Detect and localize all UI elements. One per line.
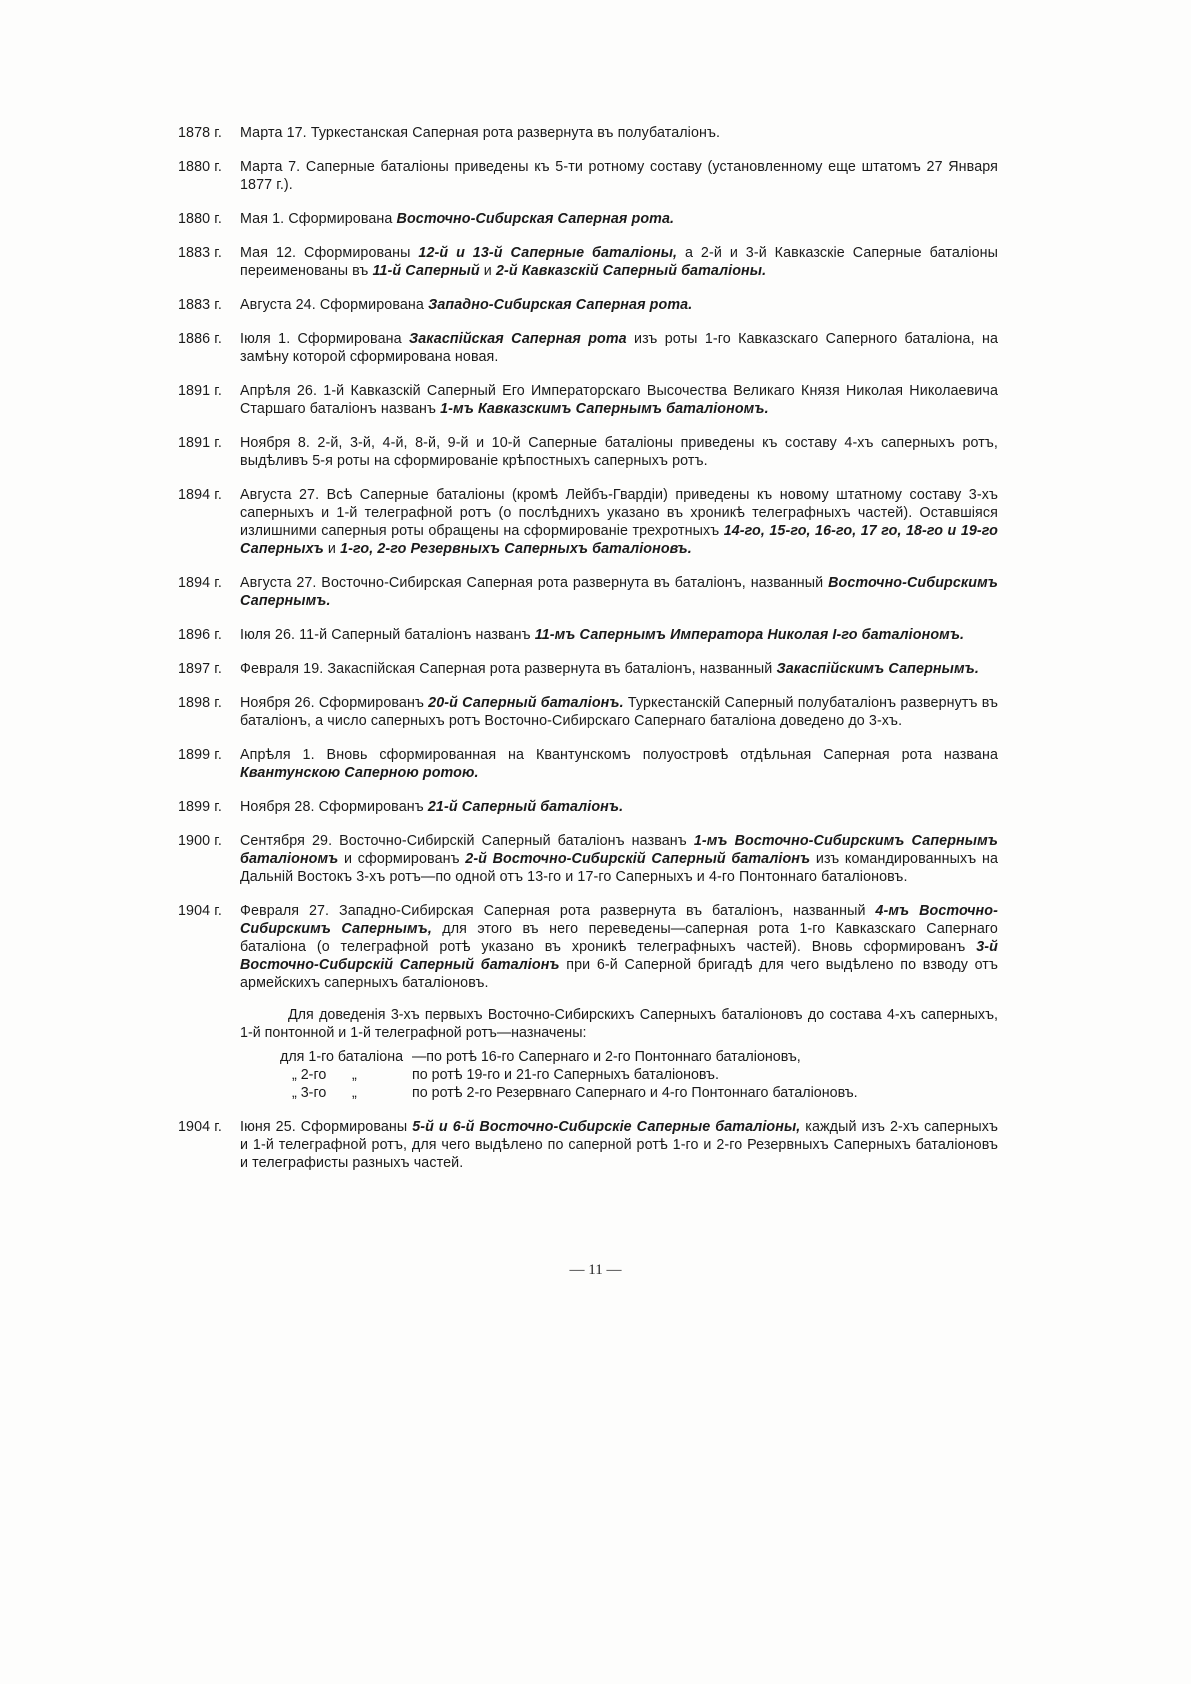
- entry-text: [240, 902, 998, 992]
- entry-text-segment: а 2-й и 3-й Кавказскіе Саперные баталіоны переименованы въ: [240, 245, 999, 279]
- chronicle-entry: [178, 694, 998, 730]
- chronicle-entry: [178, 574, 998, 610]
- chronicle-entry: [178, 660, 998, 678]
- unit-name-emphasis: 21-й Саперный баталіонъ.: [427, 799, 624, 815]
- entry-text: [240, 694, 998, 730]
- unit-name-emphasis: Восточно-Сибирскимъ Сапернымъ.: [240, 575, 998, 609]
- allocation-row: [240, 1084, 998, 1102]
- entry-text-segment: при 6-й Саперной бригадѣ для чего выдѣлено по взводу отъ армейскихъ саперныхъ баталіоновъ.: [240, 957, 998, 991]
- allocation-text: по ротѣ 2-го Резервнаго Сапернаго и 4-го Понтоннаго баталіоновъ.: [412, 1085, 858, 1101]
- unit-name-emphasis: 4-мъ Восточно-Сибирскимъ Сапернымъ,: [240, 903, 998, 937]
- unit-name-emphasis: 3-й Восточно-Сибирскій Саперный баталіонъ: [240, 939, 998, 973]
- entry-text: [240, 330, 998, 366]
- unit-name-emphasis: 2-й Кавказскій Саперный баталіоны.: [495, 263, 767, 279]
- entry-text: [240, 158, 998, 194]
- entry-text: [240, 626, 998, 644]
- entry-text-segment: и сформированъ: [338, 851, 466, 867]
- entry-text-segment: Туркестанскій Саперный полубаталіонъ развернутъ въ баталіонъ, а число саперныхъ ротъ Восточно-Сибирскаго Сапернаго баталіона доведено до 3-хъ.: [240, 695, 998, 729]
- unit-name-emphasis: 14-го, 15-го, 16-го, 17 го, 18-го и 19-го Саперныхъ: [240, 523, 998, 557]
- entry-text-segment: Февраля 19. Закаспійская Саперная рота развернута въ баталіонъ, названный: [240, 661, 777, 677]
- allocation-row: [240, 1066, 998, 1084]
- entry-text-segment: Апрѣля 26. 1-й Кавказскій Саперный Его Императорскаго Высочества Великаго Князя Николая Николаевича Старшаго баталіонъ названъ: [240, 383, 998, 417]
- entry-year: 1896 г.: [178, 627, 222, 643]
- entry-text: [240, 382, 998, 418]
- entry-text: [240, 296, 998, 314]
- allocation-text: по ротѣ 19-го и 21-го Саперныхъ баталіоновъ.: [412, 1067, 719, 1083]
- entry-text-segment: Мая 1. Сформирована: [240, 211, 397, 227]
- entry-year: 1898 г.: [178, 695, 222, 711]
- entry-year: 1883 г.: [178, 297, 222, 313]
- unit-name-emphasis: 5-й и 6-й Восточно-Сибирскіе Саперные баталіоны,: [412, 1119, 801, 1135]
- unit-name-emphasis: Восточно-Сибирская Саперная рота.: [396, 211, 675, 227]
- entry-text: [240, 660, 998, 678]
- entry-text-segment: Марта 17. Туркестанская Саперная рота развернута въ полубаталіонъ.: [240, 125, 721, 141]
- entry-text-segment: и: [323, 541, 341, 557]
- reinforcement-note: [240, 1006, 998, 1102]
- entry-text-segment: Ноября 26. Сформированъ: [240, 695, 429, 711]
- entry-text-segment: Ноября 8. 2-й, 3-й, 4-й, 8-й, 9-й и 10-й Саперные баталіоны приведены къ составу 4-хъ саперныхъ ротъ, выдѣливъ 5-я роты на сформированіе крѣпостныхъ саперныхъ ротъ.: [240, 435, 998, 469]
- entry-text-segment: Мая 12. Сформированы: [240, 245, 419, 261]
- chronicle-entry: [178, 746, 998, 782]
- entry-year: 1880 г.: [178, 211, 222, 227]
- entry-text-segment: Августа 27. Восточно-Сибирская Саперная рота развернута въ баталіонъ, названный: [240, 575, 829, 591]
- chronicle-entry: [178, 902, 998, 992]
- entry-year: 1899 г.: [178, 799, 222, 815]
- entry-text-segment: изъ роты 1-го Кавказскаго Саперного баталіона, на замѣну которой сформирована новая.: [240, 331, 998, 365]
- entry-text-segment: изъ командированныхъ на Дальній Востокъ 3-хъ ротъ—по одной отъ 13-го и 17-го Саперныхъ и 4-го Понтоннаго баталіоновъ.: [240, 851, 998, 885]
- entry-text-segment: и: [479, 263, 496, 279]
- note-intro: Для доведенія 3-хъ первыхъ Восточно-Сибирскихъ Саперныхъ баталіоновъ до состава 4-хъ саперныхъ, 1-й понтонной и 1-й телеграфной ротъ—назначены:: [240, 1007, 998, 1041]
- entry-year: 1904 г.: [178, 1119, 222, 1135]
- entry-text-segment: Августа 27. Всѣ Саперные баталіоны (кромѣ Лейбъ-Гвардіи) приведены къ новому штатному составу 3-хъ саперныхъ и 1-й телеграфной ротъ (о послѣднихъ указано въ хроникѣ телеграфныхъ частей). Оставшіяся излишними саперныя роты обращены на сформированіе трехротныхъ: [240, 487, 998, 539]
- entry-year: 1900 г.: [178, 833, 222, 849]
- chronicle-entry: [178, 382, 998, 418]
- entry-year: 1894 г.: [178, 487, 222, 503]
- allocation-battalion: для 1-го баталіона: [280, 1049, 404, 1065]
- chronicle-entries: [178, 124, 998, 1188]
- entry-text-segment: Ноября 28. Сформированъ: [240, 799, 428, 815]
- chronicle-entry: [178, 244, 998, 280]
- unit-name-emphasis: Закаспійскимъ Сапернымъ.: [776, 661, 979, 677]
- entry-text-segment: Іюля 1. Сформирована: [240, 331, 409, 347]
- chronicle-entry: [178, 296, 998, 314]
- unit-name-emphasis: 12-й и 13-й Саперные баталіоны,: [418, 245, 678, 261]
- allocation-row: [240, 1048, 998, 1066]
- chronicle-entry: [178, 1118, 998, 1172]
- allocation-list: [240, 1048, 998, 1102]
- chronicle-entry: [178, 158, 998, 194]
- chronicle-entry: [178, 434, 998, 470]
- entry-text-segment: Марта 7. Саперные баталіоны приведены къ 5-ти ротному составу (установленному еще штатомъ 27 Января 1877 г.).: [240, 159, 998, 193]
- ditto-mark: „: [352, 1067, 357, 1083]
- entry-year: 1891 г.: [178, 383, 222, 399]
- page-number: — 11 —: [569, 1262, 622, 1278]
- ditto-mark: „: [352, 1085, 357, 1101]
- unit-name-emphasis: 2-й Восточно-Сибирскій Саперный баталіонъ: [465, 851, 811, 867]
- entry-text: [240, 244, 998, 280]
- allocation-battalion: „ 2-го: [292, 1067, 327, 1083]
- entry-year: 1899 г.: [178, 747, 222, 763]
- allocation-text: —по ротѣ 16-го Сапернаго и 2-го Понтоннаго баталіоновъ,: [412, 1049, 801, 1065]
- entry-text-segment: Августа 24. Сформирована: [240, 297, 429, 313]
- entry-text: [240, 210, 998, 228]
- chronicle-entry: [178, 626, 998, 644]
- entry-text-segment: каждый изъ 2-хъ саперныхъ и 1-й телеграфной ротъ, для чего выдѣлено по саперной ротѣ 1-го и 2-го Резервныхъ Саперныхъ баталіоновъ и телеграфисты разныхъ частей.: [240, 1119, 998, 1171]
- unit-name-emphasis: 11-й Саперный: [372, 263, 480, 279]
- entry-text: [240, 486, 998, 558]
- entry-text: [240, 746, 998, 782]
- chronicle-entry: [178, 798, 998, 816]
- entry-text: [240, 798, 998, 816]
- entry-text: [240, 832, 998, 886]
- chronicle-entry: [178, 124, 998, 142]
- entry-text-segment: для этого въ него переведены—саперная рота 1-го Кавказскаго Сапернаго баталіона (о телеграфной ротѣ указано въ хроникѣ телеграфныхъ частей). Вновь сформированъ: [240, 921, 998, 955]
- chronicle-entry: [178, 330, 998, 366]
- entry-text-segment: Февраля 27. Западно-Сибирская Саперная рота развернута въ баталіонъ, названный: [240, 903, 876, 919]
- unit-name-emphasis: Квантунскою Саперною ротою.: [240, 765, 479, 781]
- unit-name-emphasis: 1-мъ Кавказскимъ Сапернымъ баталіономъ.: [440, 401, 769, 417]
- entry-text: [240, 124, 998, 142]
- chronicle-entry: [178, 832, 998, 886]
- unit-name-emphasis: 20-й Саперный баталіонъ.: [428, 695, 624, 711]
- entry-text-segment: Іюня 25. Сформированы: [240, 1119, 413, 1135]
- entry-year: 1904 г.: [178, 903, 222, 919]
- entry-text: [240, 574, 998, 610]
- entry-year: 1894 г.: [178, 575, 222, 591]
- unit-name-emphasis: 1-го, 2-го Резервныхъ Саперныхъ баталіоновъ.: [340, 541, 692, 557]
- entry-year: 1880 г.: [178, 159, 222, 175]
- chronicle-entry: [178, 486, 998, 558]
- unit-name-emphasis: Закаспійская Саперная рота: [408, 331, 627, 347]
- entry-text: [240, 1118, 998, 1172]
- allocation-battalion: „ 3-го: [292, 1085, 327, 1101]
- entry-year: 1891 г.: [178, 435, 222, 451]
- entry-year: 1883 г.: [178, 245, 222, 261]
- unit-name-emphasis: Западно-Сибирская Саперная рота.: [428, 297, 693, 313]
- unit-name-emphasis: 1-мъ Восточно-Сибирскимъ Сапернымъ баталіономъ: [240, 833, 998, 867]
- entry-text-segment: Апрѣля 1. Вновь сформированная на Квантунскомъ полуостровѣ отдѣльная Саперная рота названа: [240, 747, 998, 763]
- chronicle-entry: [178, 210, 998, 228]
- entry-year: 1878 г.: [178, 125, 222, 141]
- entry-year: 1897 г.: [178, 661, 222, 677]
- entry-text-segment: Сентября 29. Восточно-Сибирскій Саперный баталіонъ названъ: [240, 833, 694, 849]
- entry-text-segment: Іюля 26. 11-й Саперный баталіонъ названъ: [240, 627, 535, 643]
- unit-name-emphasis: 11-мъ Сапернымъ Императора Николая I-го баталіономъ.: [534, 627, 965, 643]
- entry-text: [240, 434, 998, 470]
- entry-year: 1886 г.: [178, 331, 222, 347]
